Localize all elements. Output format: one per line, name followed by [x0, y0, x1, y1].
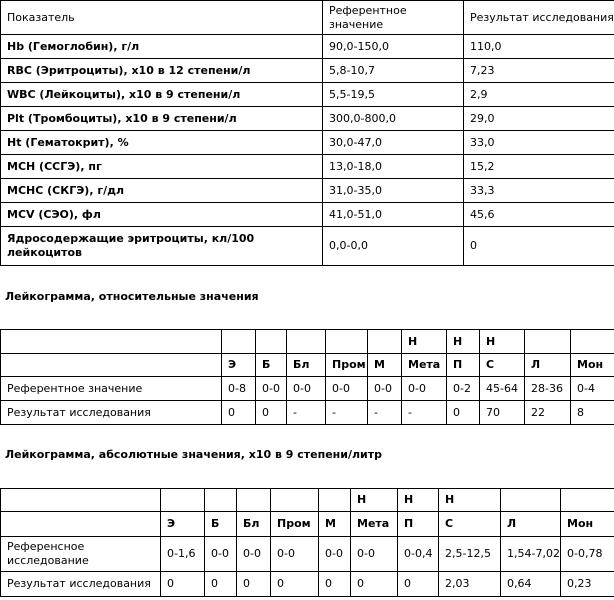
- table-row: [1, 179, 614, 203]
- table-cell: 0: [351, 572, 398, 597]
- subheader-cell: Н: [480, 330, 525, 354]
- column-header: П: [398, 512, 439, 537]
- result-value: 2,9: [464, 83, 614, 107]
- result-value: 110,0: [464, 35, 614, 59]
- table-row: [1, 401, 614, 425]
- table-cell: 2,5-12,5: [439, 537, 501, 572]
- parameter-name: Hb (Гемоглобин), г/л: [1, 35, 323, 59]
- column-header: П: [447, 354, 480, 377]
- row-label: Результат исследования: [1, 572, 161, 597]
- leukogram-absolute-table: [0, 488, 614, 597]
- table-cell: 0: [237, 572, 271, 597]
- column-header: Б: [256, 354, 287, 377]
- table-cell: 45-64: [480, 377, 525, 401]
- table-cell: 8: [571, 401, 614, 425]
- table-cell: 0-0,4: [398, 537, 439, 572]
- table-cell: 0-0: [326, 377, 368, 401]
- reference-value: 300,0-800,0: [323, 107, 464, 131]
- column-header: С: [439, 512, 501, 537]
- table-row: [1, 83, 614, 107]
- table-header-row: [1, 512, 614, 537]
- row-label: Референсное исследование: [1, 537, 161, 572]
- reference-value: 31,0-35,0: [323, 179, 464, 203]
- table-header-row: [1, 354, 614, 377]
- table-cell: 0-0: [205, 537, 237, 572]
- subheader-cell: Н: [447, 330, 480, 354]
- column-header: Мета: [351, 512, 398, 537]
- result-value: 29,0: [464, 107, 614, 131]
- reference-value: 13,0-18,0: [323, 155, 464, 179]
- table-cell: -: [326, 401, 368, 425]
- subheader-cell: [271, 489, 319, 512]
- table-cell: 0-0: [319, 537, 351, 572]
- result-value: 7,23: [464, 59, 614, 83]
- subheader-cell: [237, 489, 271, 512]
- subheader-cell: [368, 330, 402, 354]
- table-row: [1, 572, 614, 597]
- reference-value: 90,0-150,0: [323, 35, 464, 59]
- parameter-name: MCV (СЭО), фл: [1, 203, 323, 227]
- reference-value: 30,0-47,0: [323, 131, 464, 155]
- result-value: 0: [464, 227, 614, 266]
- column-header: Л: [501, 512, 561, 537]
- table-cell: 1,54-7,02: [501, 537, 561, 572]
- table-row: [1, 35, 614, 59]
- table-cell: 0-2: [447, 377, 480, 401]
- reference-value: 5,5-19,5: [323, 83, 464, 107]
- subheader-cell: Н: [351, 489, 398, 512]
- column-header: Мон: [571, 354, 614, 377]
- table-cell: 0-8: [222, 377, 256, 401]
- table-cell: 0,23: [561, 572, 614, 597]
- leukogram-relative-table: [0, 329, 614, 425]
- subheader-cell: [256, 330, 287, 354]
- result-value: 33,0: [464, 131, 614, 155]
- table-header-row: [1, 1, 614, 35]
- subheader-cell: [571, 330, 614, 354]
- table-cell: 0-0: [237, 537, 271, 572]
- table-cell: 2,03: [439, 572, 501, 597]
- table-cell: 0: [161, 572, 205, 597]
- column-header: М: [319, 512, 351, 537]
- column-header: Бл: [287, 354, 326, 377]
- subheader-cell: [561, 489, 614, 512]
- result-value: 33,3: [464, 179, 614, 203]
- table-cell: 0: [447, 401, 480, 425]
- column-header: Мон: [561, 512, 614, 537]
- subheader-cell: [326, 330, 368, 354]
- table-row: [1, 59, 614, 83]
- table-cell: 0: [319, 572, 351, 597]
- table-cell: 0-0: [271, 537, 319, 572]
- subheader-cell: [319, 489, 351, 512]
- subheader-cell: Н: [439, 489, 501, 512]
- subheader-cell: Н: [402, 330, 447, 354]
- column-header: [1, 512, 161, 537]
- main-results-table: [0, 0, 614, 266]
- subheader-cell: Н: [398, 489, 439, 512]
- table-row: [1, 203, 614, 227]
- leukogram-relative-caption: Лейкограмма, относительные значения: [5, 290, 259, 303]
- parameter-name: MCH (ССГЭ), пг: [1, 155, 323, 179]
- table-cell: 0-0: [287, 377, 326, 401]
- reference-value: 5,8-10,7: [323, 59, 464, 83]
- table-cell: 0: [222, 401, 256, 425]
- parameter-name: Ядросодержащие эритроциты, кл/100 лейкоцитов: [1, 227, 323, 266]
- table-cell: 0-0: [351, 537, 398, 572]
- subheader-row: [1, 330, 614, 354]
- column-header: Л: [525, 354, 571, 377]
- column-header: Э: [161, 512, 205, 537]
- leukogram-absolute-caption: Лейкограмма, абсолютные значения, x10 в 9 степени/литр: [5, 448, 382, 461]
- column-header: Э: [222, 354, 256, 377]
- table-row: [1, 131, 614, 155]
- subheader-cell: [222, 330, 256, 354]
- subheader-cell: [161, 489, 205, 512]
- column-header: М: [368, 354, 402, 377]
- subheader-cell: [287, 330, 326, 354]
- table-cell: 0-0: [402, 377, 447, 401]
- column-header: Бл: [237, 512, 271, 537]
- table-cell: 0: [271, 572, 319, 597]
- table-cell: 0: [205, 572, 237, 597]
- table-cell: -: [368, 401, 402, 425]
- subheader-cell: [1, 330, 222, 354]
- parameter-name: RBC (Эритроциты), x10 в 12 степени/л: [1, 59, 323, 83]
- table-row: [1, 377, 614, 401]
- subheader-cell: [1, 489, 161, 512]
- column-header: Референтное значение: [323, 1, 464, 35]
- table-cell: 0-0: [256, 377, 287, 401]
- table-row: [1, 227, 614, 266]
- row-label: Результат исследования: [1, 401, 222, 425]
- subheader-cell: [205, 489, 237, 512]
- table-cell: 70: [480, 401, 525, 425]
- column-header: Мета: [402, 354, 447, 377]
- reference-value: 0,0-0,0: [323, 227, 464, 266]
- column-header: С: [480, 354, 525, 377]
- table-cell: -: [287, 401, 326, 425]
- table-cell: 0: [398, 572, 439, 597]
- column-header: Показатель: [1, 1, 323, 35]
- result-value: 15,2: [464, 155, 614, 179]
- subheader-cell: [525, 330, 571, 354]
- table-row: [1, 107, 614, 131]
- table-cell: 0-1,6: [161, 537, 205, 572]
- column-header: Пром: [271, 512, 319, 537]
- reference-value: 41,0-51,0: [323, 203, 464, 227]
- table-cell: 22: [525, 401, 571, 425]
- table-row: [1, 537, 614, 572]
- table-cell: 28-36: [525, 377, 571, 401]
- subheader-row: [1, 489, 614, 512]
- column-header: [1, 354, 222, 377]
- column-header: Б: [205, 512, 237, 537]
- row-label: Референтное значение: [1, 377, 222, 401]
- table-cell: 0: [256, 401, 287, 425]
- result-value: 45,6: [464, 203, 614, 227]
- parameter-name: WBC (Лейкоциты), x10 в 9 степени/л: [1, 83, 323, 107]
- table-cell: 0,64: [501, 572, 561, 597]
- table-cell: 0-0: [368, 377, 402, 401]
- column-header: Пром: [326, 354, 368, 377]
- parameter-name: MCHC (СКГЭ), г/дл: [1, 179, 323, 203]
- parameter-name: Ht (Гематокрит), %: [1, 131, 323, 155]
- parameter-name: Plt (Тромбоциты), x10 в 9 степени/л: [1, 107, 323, 131]
- table-cell: 0-0,78: [561, 537, 614, 572]
- table-row: [1, 155, 614, 179]
- table-cell: -: [402, 401, 447, 425]
- table-cell: 0-4: [571, 377, 614, 401]
- subheader-cell: [501, 489, 561, 512]
- column-header: Результат исследования: [464, 1, 614, 35]
